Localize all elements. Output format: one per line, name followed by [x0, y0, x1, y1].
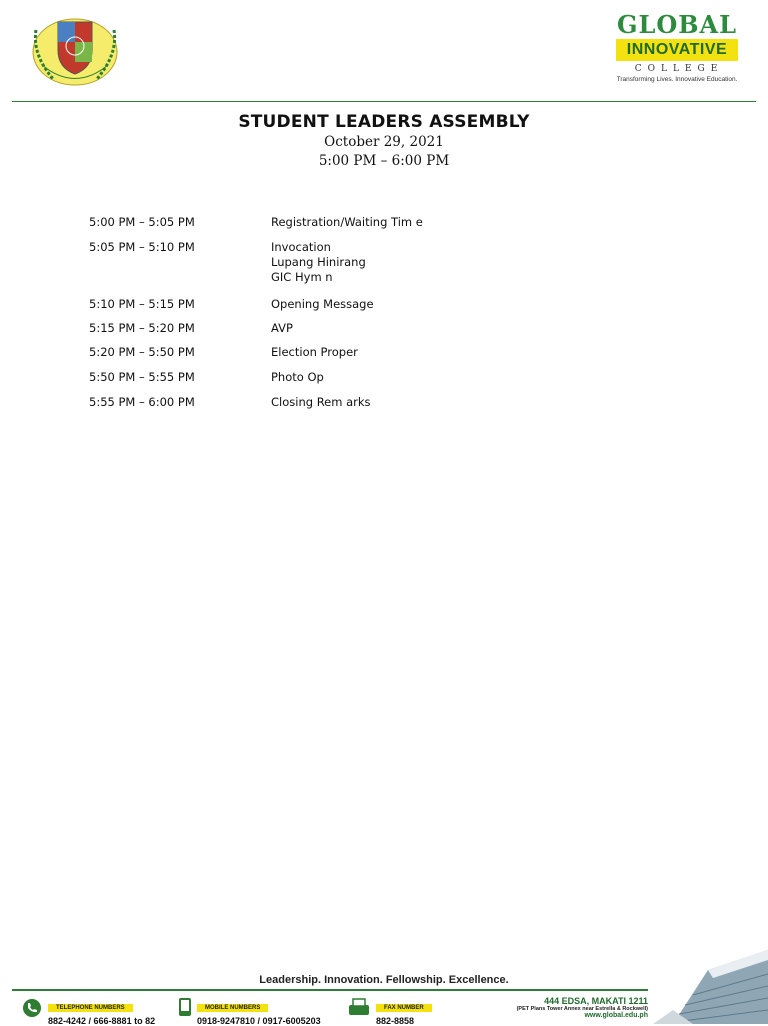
schedule-activity: Election Proper — [271, 345, 358, 359]
brand-innovative: INNOVATIVE — [616, 39, 738, 61]
schedule-time: 5:15 PM – 5:20 PM — [89, 321, 195, 335]
schedule-row — [89, 321, 509, 336]
schedule-time: 5:20 PM – 5:50 PM — [89, 345, 195, 359]
college-seal-logo — [24, 10, 126, 90]
schedule-activity: Lupang Hinirang — [271, 255, 366, 269]
mobile-phone-icon — [178, 997, 192, 1017]
schedule-activities — [271, 297, 374, 312]
schedule-activities — [271, 395, 371, 410]
address-block — [517, 996, 648, 1019]
address-line: 444 EDSA, MAKATI 1211 — [544, 996, 648, 1006]
mobile-number: 0918-9247810 / 0917-6005203 — [197, 1016, 321, 1026]
telephone-contact — [48, 996, 155, 1026]
schedule-row — [89, 395, 509, 410]
schedule-activity: Registration/Waiting Tim e — [271, 215, 423, 229]
schedule-activities — [271, 345, 358, 360]
fax-icon — [348, 998, 370, 1016]
schedule-time: 5:55 PM – 6:00 PM — [89, 395, 195, 409]
schedule-activity: Closing Rem arks — [271, 395, 371, 409]
footer-divider — [12, 989, 648, 991]
address-detail: (PET Plans Tower Annex near Estrella & Rockwell) — [516, 1006, 648, 1012]
event-title: STUDENT LEADERS ASSEMBLY — [238, 112, 530, 132]
schedule-activity: Photo Op — [271, 370, 324, 384]
telephone-number: 882-4242 / 666-8881 to 82 — [48, 1016, 156, 1026]
schedule-activities — [271, 370, 324, 385]
schedule-activity: GIC Hym n — [271, 270, 333, 284]
college-brand-logo — [612, 12, 742, 83]
schedule-row — [89, 370, 509, 385]
schedule-row — [89, 297, 509, 312]
building-image — [653, 950, 768, 1024]
phone-icon — [22, 998, 42, 1018]
header-divider — [12, 101, 756, 102]
telephone-label: TELEPHONE NUMBERS — [48, 1004, 133, 1012]
fax-contact — [376, 996, 432, 1026]
schedule-activities — [271, 240, 366, 285]
event-heading — [0, 111, 768, 171]
schedule-time: 5:00 PM – 5:05 PM — [89, 215, 195, 229]
fax-number: 882-8858 — [376, 1016, 415, 1026]
schedule-activities — [271, 215, 423, 230]
brand-college: COLLEGE — [634, 64, 724, 74]
event-date: October 29, 2021 — [324, 134, 444, 150]
program-schedule — [89, 215, 509, 410]
schedule-activity: AVP — [271, 321, 293, 335]
schedule-row — [89, 345, 509, 360]
mobile-label: MOBILE NUMBERS — [197, 1004, 268, 1012]
mobile-contact — [197, 996, 321, 1026]
schedule-activities — [271, 321, 293, 336]
college-motto: Leadership. Innovation. Fellowship. Excellence. — [259, 974, 509, 986]
brand-tagline: Transforming Lives. Innovative Education. — [616, 76, 738, 83]
schedule-time: 5:05 PM – 5:10 PM — [89, 240, 195, 254]
fax-label: FAX NUMBER — [376, 1004, 432, 1012]
event-time-range: 5:00 PM – 6:00 PM — [318, 153, 450, 169]
schedule-row — [89, 240, 509, 285]
schedule-activity: Opening Message — [271, 297, 374, 311]
schedule-time: 5:10 PM – 5:15 PM — [89, 297, 195, 311]
schedule-time: 5:50 PM – 5:55 PM — [89, 370, 195, 384]
schedule-row — [89, 215, 509, 230]
schedule-activity: Invocation — [271, 240, 331, 254]
brand-global: GLOBAL — [616, 10, 738, 39]
website-link[interactable]: www.global.edu.ph — [584, 1012, 648, 1019]
